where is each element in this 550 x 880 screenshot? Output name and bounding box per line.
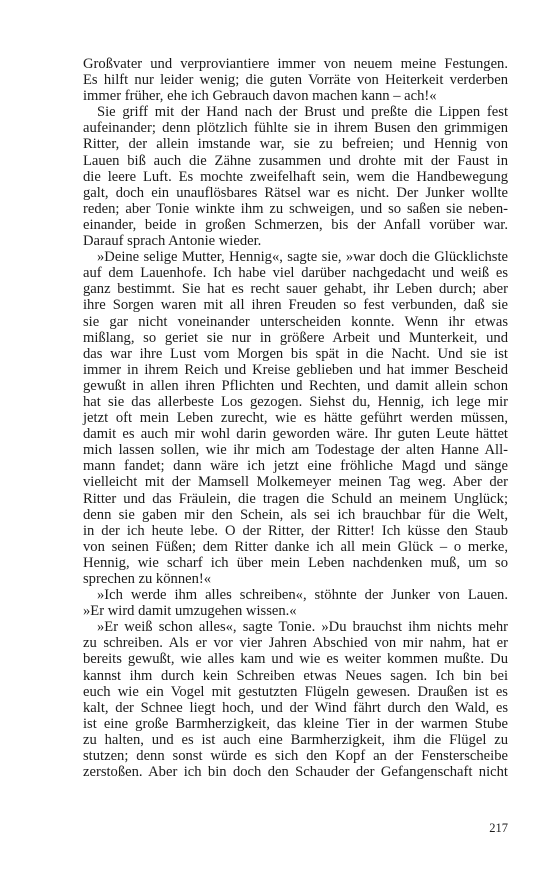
text-line: »Ich werde ihm alles schreiben«, stöhnte der Junker von Lauen.: [97, 587, 508, 604]
text-line: reden; aber Tonie winkte ihm zu schweigen, und so saßen sie neben-: [83, 200, 508, 217]
text-line: ist eine große Barmherzigkeit, das kleine Tier in der warmen Stube: [83, 715, 508, 732]
text-line: galt, doch ein unauflösbares Rätsel war es nicht. Der Junker wollte: [83, 184, 508, 201]
text-line: immer früher, ehe ich Gebrauch davon machen kann – ach!«: [83, 88, 437, 105]
text-line: zerstoßen. Aber ich bin doch den Schauder der Gefangenschaft nicht: [83, 764, 508, 781]
text-line: kannst ihm durch kein Schreiben etwas Neues sagen. Ich bin bei: [83, 667, 508, 684]
page-number: 217: [489, 821, 508, 835]
text-line: zu halten, und es ist auch eine Barmherzigkeit, ihm die Flügel zu: [83, 731, 508, 748]
text-line: das war ihre Lust vom Morgen bis spät in die Nacht. Und sie ist: [83, 345, 508, 362]
text-line: »Er wird damit umzugehen wissen.«: [83, 603, 297, 620]
text-line: immer in ihrem Reich und Kreise geblieben und hat immer Bescheid: [83, 361, 508, 378]
text-line: ihre Sorgen waren mit all ihren Freuden so fest verbunden, daß sie: [83, 297, 508, 314]
text-line: jetzt oft mein Leben zurecht, wie es hätte geführt werden müssen,: [83, 410, 508, 427]
text-line: von seinen Füßen; dem Ritter danke ich all mein Glück – o merke,: [83, 538, 508, 555]
text-line: sprechen zu können!«: [83, 571, 212, 587]
text-line: die leere Luft. Es mochte zweifelhaft sein, wem die Handbewegung: [83, 168, 508, 185]
text-line: Lauen biß auch die Zähne zusammen und drohte mit der Faust in: [83, 152, 508, 169]
text-line: gewußt in allen ihren Pflichten und Rechten, und damit allein schon: [83, 377, 508, 394]
text-line: euch wie ein Vogel mit gestutzten Flügeln gewesen. Draußen ist es: [83, 683, 508, 700]
text-line: aufeinander; denn plötzlich fühlte sie in ihrem Busen den grimmigen: [83, 120, 508, 137]
text-line: »Deine selige Mutter, Hennig«, sagte sie, »war doch die Glücklichste: [97, 249, 508, 266]
text-line: mißlang, so geriet sie nur in größere Arbeit und Munterkeit, und: [83, 329, 508, 346]
text-line: Ritter, der allein imstande war, sie zu befreien; und Hennig von: [83, 136, 508, 153]
text-line: zu schreiben. Als er vor vier Jahren Abschied von mir nahm, hat er: [83, 635, 508, 652]
text-line: auf dem Lauenhofe. Ich habe viel darüber nachgedacht und weiß es: [83, 265, 508, 282]
text-line: mich lassen sollen, wie ihr mich am Todestage der alten Hanne All-: [83, 442, 508, 459]
text-line: Ritter und das Fräulein, die tragen die Schuld an meinem Unglück;: [83, 490, 508, 507]
text-line: damit es auch mir wohl darin geworden wäre. Ihr guten Leute hättet: [83, 426, 508, 443]
text-line: Hennig, wie scharf ich über mein Leben nachdenken muß, um so: [83, 554, 508, 571]
text-line: kalt, der Schnee liegt hoch, und der Wind fährt durch den Wald, es: [83, 699, 508, 716]
text-line: einander, beide in großen Schmerzen, bis der Anfall vorüber war.: [83, 216, 508, 233]
text-line: bereits gewußt, wie alles kam und wie es weiter kommen mußte. Du: [83, 651, 508, 668]
text-line: Es hilft nur leider wenig; die guten Vorräte von Heiterkeit verderben: [83, 72, 508, 89]
text-line: ganz bestimmt. Sie hat es recht sauer gehabt, ihr Leben durch; aber: [83, 281, 508, 298]
text-line: mann fandet; dann wäre ich jetzt eine fröhliche Magd und sänge: [83, 458, 508, 475]
text-line: in der ich heute lebe. O der Ritter, der Ritter! Ich küsse den Staub: [83, 522, 508, 539]
text-line: »Er weiß schon alles«, sagte Tonie. »Du brauchst ihm nichts mehr: [97, 619, 508, 636]
text-line: Großvater und verproviantiere immer von neuem meine Festungen.: [83, 56, 508, 72]
body-text: [83, 56, 508, 780]
text-line: Sie griff mit der Hand nach der Brust und preßte die Lippen fest: [97, 104, 508, 121]
text-line: stutzen; denn sonst würde es sich den Kopf an der Fensterscheibe: [83, 748, 508, 765]
text-line: sie gar nicht voneinander unterscheiden konnte. Wenn ihr etwas: [83, 313, 508, 330]
text-line: vielleicht mit der Mamsell Molkemeyer meinen Tag weg. Aber der: [83, 474, 508, 491]
text-line: hat sie das allerbeste Los gezogen. Siehst du, Hennig, ich lege mir: [83, 393, 508, 410]
text-line: denn sie gaben mir den Schein, als sei ich brauchbar für die Welt,: [83, 506, 508, 523]
text-line: Darauf sprach Antonie wieder.: [83, 233, 262, 250]
